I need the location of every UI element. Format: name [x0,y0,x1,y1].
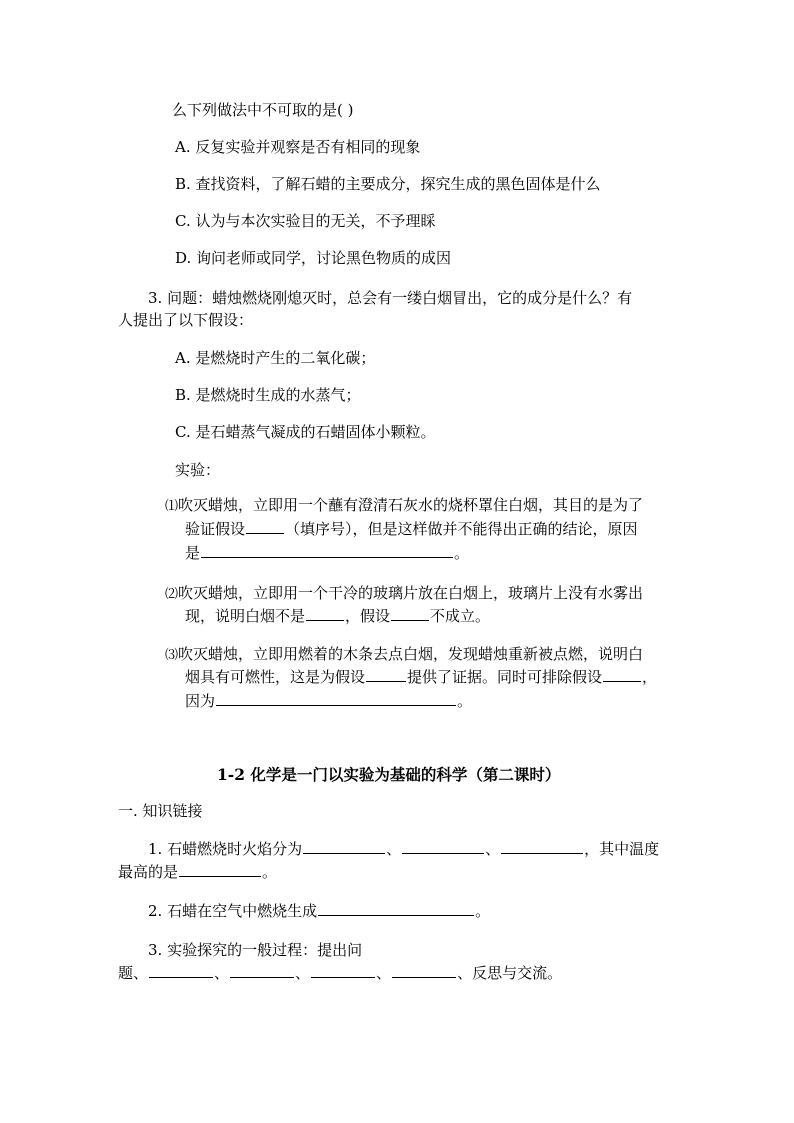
sub3-hypothesis-blank[interactable] [366,667,406,682]
item1-line1 [148,839,659,859]
item1-highest-text: 最高的是 [118,863,179,881]
sub1-reason-text: （填序号），但是这样做并不能得出正确的结论，原因 [285,520,638,538]
q3-sub3-line1 [165,644,643,666]
sub1-reason-blank[interactable] [201,543,453,558]
section-heading: 一. 知识链接 [118,802,203,820]
item3-step-blank-1[interactable] [149,963,213,978]
item3-line1: 3. 实验探究的一般过程：提出问 [148,941,363,959]
sub1-verify-text: 验证假设 [185,520,246,538]
sub2-hypothesis-text: ，假设 [345,607,391,625]
sub1-is-text: 是 [185,544,201,562]
q3-sub1-line1 [165,495,643,517]
q3-sub2-line1 [165,583,643,605]
item1-line2 [118,862,277,882]
item1-sep1: 、 [386,840,402,858]
sub2-substance-blank[interactable] [306,606,344,621]
q2-option-c: C. 认为与本次实验目的无关，不予理睬 [175,212,436,230]
q3-sub2-line2 [185,606,490,626]
item1-flame-blank-1[interactable] [303,839,385,854]
q3-sub3-line3 [185,691,472,711]
item3-line2 [118,963,562,983]
sub2-hypothesis-blank[interactable] [391,606,429,621]
item2-period: 。 [475,902,491,920]
item3-sep2: 、 [295,964,311,982]
item1-flame-blank-3[interactable] [501,839,583,854]
item2-prompt: 2. 石蜡在空气中燃烧生成 [148,902,318,920]
sub3-period: 。 [457,692,473,710]
sub1-hypothesis-blank[interactable] [246,519,284,534]
item2-line [148,901,490,921]
sub2-marker: ⑵ [165,587,179,602]
q3-stem-line2: 人提出了以下假设： [118,311,254,329]
item3-end: 、反思与交流。 [457,964,563,982]
q3-sub1-line3 [185,543,469,563]
item3-sep3: 、 [376,964,392,982]
item1-prompt: 1. 石蜡燃烧时火焰分为 [148,840,303,858]
sub2-text: 吹灭蜡烛，立即用一个干冷的玻璃片放在白烟上，玻璃片上没有水雾出 [178,584,644,602]
sub3-exclude-text: 提供了证据。同时可排除假设 [407,668,603,686]
q3-option-b: B. 是燃烧时生成的水蒸气； [175,386,361,404]
item2-product-blank[interactable] [318,901,474,916]
sub3-marker: ⑶ [165,648,179,663]
q2-option-b: B. 查找资料，了解石蜡的主要成分，探究生成的黑色固体是什么 [175,175,601,193]
item1-sep2: 、 [485,840,501,858]
sub3-because-text: 因为 [185,692,216,710]
sub1-marker: ⑴ [165,499,179,514]
q3-experiment-label: 实验： [175,461,221,479]
sub3-comma: ， [642,668,658,686]
q2-option-a: A. 反复实验并观察是否有相同的现象 [175,138,421,156]
sub3-exclude-blank[interactable] [603,667,641,682]
q3-stem-line1: 3. 问题：蜡烛燃烧刚熄灭时，总会有一缕白烟冒出，它的成分是什么？有 [148,289,633,307]
item3-step-blank-3[interactable] [311,963,375,978]
sub3-evidence-text: 烟具有可燃性，这是为假设 [185,668,366,686]
item1-highest-blank[interactable] [179,862,261,877]
item3-start: 题、 [118,964,149,982]
sub1-period: 。 [454,544,470,562]
section-title: 1-2 化学是一门以实验为基础的科学（第二课时） [217,765,561,784]
item3-step-blank-2[interactable] [230,963,294,978]
sub2-invalid-text: 不成立。 [430,607,491,625]
sub3-because-blank[interactable] [216,691,456,706]
q2-option-d: D. 询问老师或同学，讨论黑色物质的成因 [175,249,452,267]
item1-flame-blank-2[interactable] [402,839,484,854]
sub3-text: 吹灭蜡烛，立即用燃着的木条去点白烟，发现蜡烛重新被点燃，说明白 [178,645,644,663]
q2-stem-tail: 么下列做法中不可取的是( ) [172,101,354,119]
q3-sub1-line2 [185,519,638,539]
item1-period: 。 [262,863,278,881]
item3-sep1: 、 [214,964,230,982]
item1-temp-text: ，其中温度 [584,840,660,858]
sub1-text: 吹灭蜡烛，立即用一个蘸有澄清石灰水的烧杯罩住白烟，其目的是为了 [178,496,644,514]
q3-option-c: C. 是石蜡蒸气凝成的石蜡固体小颗粒。 [175,423,436,441]
q3-sub3-line2 [185,667,657,687]
sub2-not-text: 现，说明白烟不是 [185,607,306,625]
item3-step-blank-4[interactable] [392,963,456,978]
q3-option-a: A. 是燃烧时产生的二氧化碳； [175,349,376,367]
